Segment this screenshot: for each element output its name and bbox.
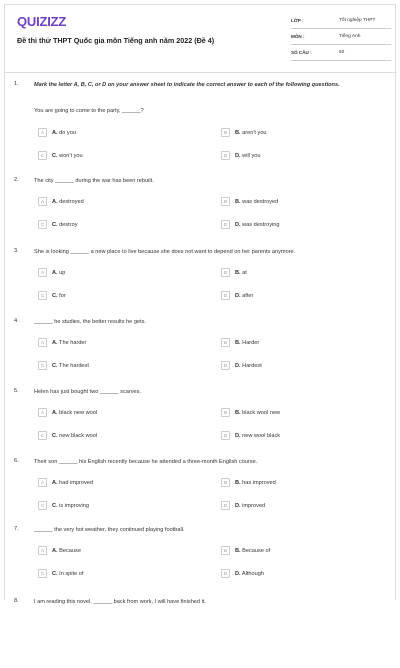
option-text (235, 340, 259, 346)
option-label: B. (235, 339, 241, 346)
option-letter-box[interactable]: A (38, 408, 47, 417)
option-letter-box[interactable]: A (38, 478, 47, 487)
question-text: The city ______ during the war has been rebuilt. (34, 178, 154, 184)
question-number: 8. (14, 598, 19, 604)
option-letter-box[interactable]: B (221, 268, 230, 277)
meta-value: 50 (339, 50, 345, 55)
option-letter-box[interactable]: A (38, 128, 47, 137)
option-text (235, 293, 253, 299)
option-label: D. (235, 570, 241, 577)
option-label: C. (52, 221, 58, 228)
option-text (235, 153, 261, 159)
option-text (52, 199, 84, 205)
option-text (235, 571, 264, 577)
option-label: A. (52, 479, 58, 486)
option-letter-box[interactable]: A (38, 338, 47, 347)
question-text: I am reading this novel. ______ back from work, I will have finished it. (34, 599, 206, 605)
option-letter-box[interactable]: B (221, 197, 230, 206)
option-letter-box[interactable]: B (221, 546, 230, 555)
option-letter-box[interactable]: C (38, 569, 47, 578)
option-text (52, 503, 89, 509)
option-text (235, 363, 262, 369)
worksheet-meta (291, 15, 391, 63)
worksheet-title: Đề thi thử THPT Quốc gia môn Tiếng anh năm 2022 (Đề 4) (17, 36, 215, 45)
option-answer: new black wool (59, 432, 98, 439)
question-8 (5, 598, 397, 668)
option-letter-box[interactable]: B (221, 478, 230, 487)
option-answer: destroy (59, 221, 78, 228)
question-number: 5. (14, 388, 19, 394)
question-number: 1. (14, 81, 19, 87)
question-number: 7. (14, 526, 19, 532)
option-answer: Because (59, 547, 81, 554)
option-label: D. (235, 502, 241, 509)
option-answer: won't you (59, 152, 83, 159)
meta-value: Tốt nghiệp THPT (339, 18, 376, 23)
question-instruction: Mark the letter A, B, C, or D on your answer sheet to indicate the correct answer to each of the following questions. (34, 82, 340, 88)
option-answer: Although (241, 570, 264, 577)
question-number: 4. (14, 318, 19, 324)
option-text (52, 153, 83, 159)
option-text (52, 270, 65, 276)
option-label: B. (235, 198, 241, 205)
option-label: B. (235, 409, 241, 416)
option-text (52, 480, 93, 486)
option-text (52, 222, 78, 228)
option-text (235, 503, 265, 509)
option-letter-box[interactable]: D (221, 291, 230, 300)
option-letter-box[interactable]: D (221, 151, 230, 160)
option-text (235, 548, 270, 554)
option-answer: In spite of (59, 570, 84, 577)
option-text (235, 480, 276, 486)
option-answer: Because of (242, 547, 271, 554)
option-letter-box[interactable]: B (221, 128, 230, 137)
option-letter-box[interactable]: D (221, 220, 230, 229)
meta-row-count (291, 47, 391, 61)
option-label: B. (235, 129, 241, 136)
option-letter-box[interactable]: D (221, 501, 230, 510)
option-label: D. (235, 432, 241, 439)
option-answer: for (59, 292, 66, 299)
option-answer: improved (242, 502, 266, 509)
question-5 (5, 388, 397, 458)
option-label: A. (52, 129, 58, 136)
option-label: A. (52, 339, 58, 346)
option-letter-box[interactable]: C (38, 291, 47, 300)
question-2 (5, 177, 397, 247)
option-text (52, 548, 81, 554)
question-text: ______ he studies, the better results he gets. (34, 319, 146, 325)
option-text (52, 363, 89, 369)
meta-label: SỐ CÂU : (291, 50, 312, 55)
option-text (52, 410, 97, 416)
option-answer: at (242, 269, 247, 276)
question-number: 6. (14, 458, 19, 464)
option-label: D. (235, 221, 241, 228)
option-letter-box[interactable]: C (38, 501, 47, 510)
option-text (52, 130, 76, 136)
option-letter-box[interactable]: C (38, 151, 47, 160)
question-text: Helen has just bought two ______ scarves. (34, 389, 141, 395)
option-letter-box[interactable]: D (221, 431, 230, 440)
option-text (52, 433, 97, 439)
question-1 (5, 81, 397, 159)
option-letter-box[interactable]: D (221, 361, 230, 370)
option-answer: will you (242, 152, 261, 159)
option-label: B. (235, 269, 241, 276)
option-letter-box[interactable]: C (38, 361, 47, 370)
meta-label: MÔN : (291, 34, 305, 39)
meta-label: LỚP : (291, 18, 304, 23)
option-label: D. (235, 152, 241, 159)
option-text (52, 571, 83, 577)
quizizz-logo: QUIZIZZ (17, 14, 67, 29)
worksheet-header (5, 5, 397, 73)
question-7 (5, 526, 397, 596)
question-text: ______ the very hot weather, they continued playing football. (34, 527, 185, 533)
option-label: C. (52, 152, 58, 159)
option-label: D. (235, 362, 241, 369)
option-label: A. (52, 409, 58, 416)
option-text (235, 433, 280, 439)
option-answer: The harder (59, 339, 87, 346)
option-letter-box[interactable]: B (221, 338, 230, 347)
option-answer: was destroying (242, 221, 280, 228)
option-answer: new wool black (242, 432, 281, 439)
option-answer: has improved (242, 479, 276, 486)
option-letter-box[interactable]: A (38, 197, 47, 206)
option-answer: had improved (59, 479, 94, 486)
option-answer: Hardest (242, 362, 262, 369)
option-label: C. (52, 502, 58, 509)
option-answer: black wool new (242, 409, 281, 416)
option-answer: black new wool (59, 409, 98, 416)
option-answer: do you (59, 129, 76, 136)
option-label: C. (52, 570, 58, 577)
option-label: A. (52, 198, 58, 205)
option-answer: up (59, 269, 66, 276)
question-text: Their son ______ his English recently because he attended a three-month English course. (34, 459, 258, 465)
option-letter-box[interactable]: A (38, 268, 47, 277)
option-letter-box[interactable]: D (221, 569, 230, 578)
option-text (235, 270, 247, 276)
question-3 (5, 248, 397, 318)
option-text (52, 293, 66, 299)
option-label: B. (235, 479, 241, 486)
option-answer: was destroyed (242, 198, 279, 205)
question-6 (5, 458, 397, 528)
option-answer: aren't you (242, 129, 267, 136)
meta-row-subject (291, 31, 391, 45)
meta-row-class (291, 15, 391, 29)
option-label: C. (52, 362, 58, 369)
worksheet-page (4, 4, 396, 605)
question-4 (5, 318, 397, 388)
option-label: C. (52, 292, 58, 299)
option-letter-box[interactable]: C (38, 220, 47, 229)
question-number: 3. (14, 248, 19, 254)
question-text: You are going to come to the party, ______? (34, 108, 144, 114)
meta-value: Tiếng Anh (339, 34, 361, 39)
option-answer: destroyed (59, 198, 84, 205)
option-label: A. (52, 547, 58, 554)
option-text (235, 199, 278, 205)
option-label: D. (235, 292, 241, 299)
option-text (235, 130, 267, 136)
question-text: She is looking ______ a new place to live because she does not want to depend on her parents anymore. (34, 249, 296, 255)
option-letter-box[interactable]: B (221, 408, 230, 417)
option-letter-box[interactable]: C (38, 431, 47, 440)
option-letter-box[interactable]: A (38, 546, 47, 555)
option-text (235, 410, 280, 416)
option-label: C. (52, 432, 58, 439)
option-label: A. (52, 269, 58, 276)
option-answer: after (242, 292, 254, 299)
option-answer: Harder (242, 339, 260, 346)
option-answer: is improving (59, 502, 89, 509)
question-number: 2. (14, 177, 19, 183)
option-label: B. (235, 547, 241, 554)
option-text (52, 340, 86, 346)
option-answer: The hardest (59, 362, 89, 369)
option-text (235, 222, 279, 228)
